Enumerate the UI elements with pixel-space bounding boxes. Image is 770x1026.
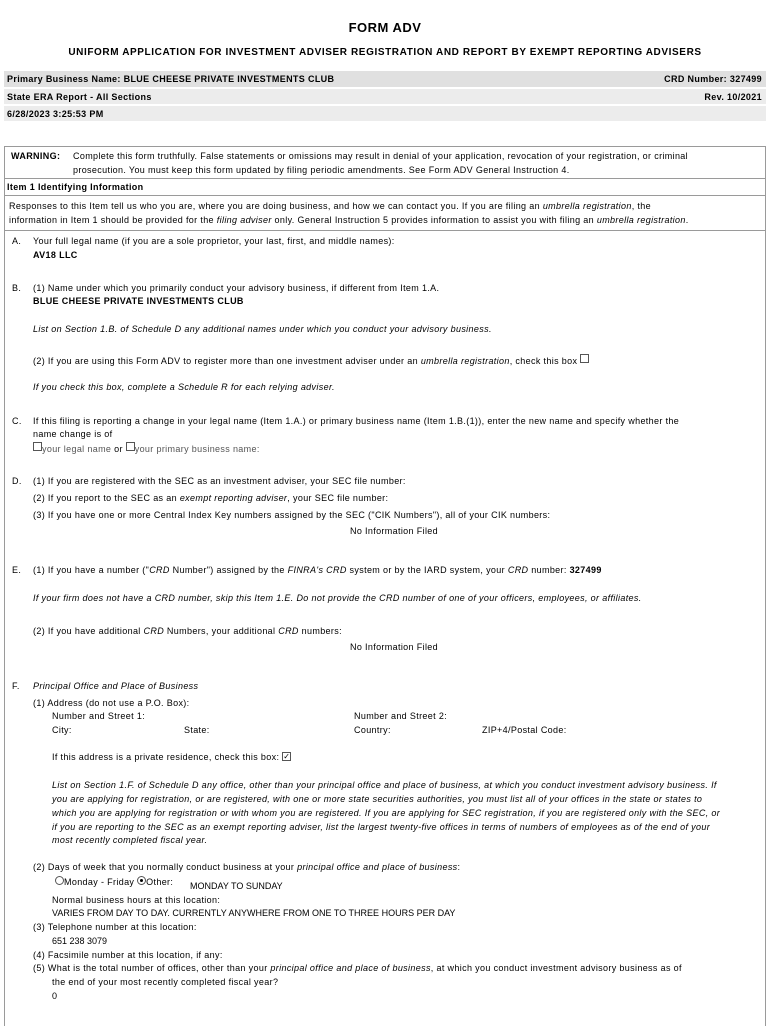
timestamp: 6/28/2023 3:25:53 PM bbox=[7, 109, 104, 119]
warning-text-2: prosecution. You must keep this form updated by filing periodic amendments. See Form ADV General Instruction 4. bbox=[73, 165, 570, 175]
monday-friday-radio[interactable] bbox=[55, 876, 64, 885]
item-d2-question: (2) If you report to the SEC as an exempt reporting adviser, your SEC file number: bbox=[33, 493, 389, 503]
monday-friday-label: Monday - Friday bbox=[64, 877, 135, 887]
legal-name-value: AV18 LLC bbox=[33, 250, 78, 260]
state-label: State: bbox=[184, 725, 210, 735]
name-change-options: your legal name or your primary business name: bbox=[33, 442, 260, 454]
street2-label: Number and Street 2: bbox=[354, 711, 448, 721]
item-f-title: Principal Office and Place of Business bbox=[33, 681, 199, 691]
item-e1-question: (1) If you have a number ("CRD Number") assigned by the FINRA's CRD system or by the IARD system, your CRD number: 327499 bbox=[33, 565, 602, 575]
legal-name-checkbox[interactable] bbox=[33, 442, 42, 451]
header-band-3 bbox=[4, 106, 766, 121]
item-e-letter: E. bbox=[12, 565, 22, 575]
address-label: (1) Address (do not use a P.O. Box): bbox=[33, 698, 190, 708]
offices-question-2: the end of your most recently completed fiscal year? bbox=[52, 977, 279, 987]
business-name-value: BLUE CHEESE PRIVATE INVESTMENTS CLUB bbox=[33, 296, 244, 306]
item-d3-question: (3) If you have one or more Central Index Key numbers assigned by the SEC ("CIK Numbers"), all of your CIK numbers: bbox=[33, 510, 551, 520]
crd-number: CRD Number: 327499 bbox=[664, 74, 762, 84]
item-f-note-1: List on Section 1.F. of Schedule D any office, other than your principal office and place of business, at which you conduct investment advisory business. If bbox=[52, 780, 717, 790]
item-f-note-3: which you are applying for registration or with whom you are registered. If you are applying for SEC registration, if you are registered only with the SEC, or bbox=[52, 808, 721, 818]
phone-label: (3) Telephone number at this location: bbox=[33, 922, 197, 932]
umbrella-checkbox[interactable] bbox=[580, 354, 589, 363]
item-d1-question: (1) If you are registered with the SEC as an investment adviser, your SEC file number: bbox=[33, 476, 406, 486]
item-a-question: Your full legal name (if you are a sole proprietor, your last, first, and middle names): bbox=[33, 236, 395, 246]
revision: Rev. 10/2021 bbox=[704, 92, 762, 102]
country-label: Country: bbox=[354, 725, 391, 735]
days-options bbox=[55, 876, 173, 887]
offices-value: 0 bbox=[52, 991, 58, 1001]
item-b-letter: B. bbox=[12, 283, 22, 293]
report-type: State ERA Report - All Sections bbox=[7, 92, 152, 102]
divider bbox=[4, 230, 766, 231]
form-body bbox=[4, 146, 766, 1026]
private-residence-checkbox[interactable]: ✓ bbox=[283, 752, 291, 761]
private-residence-question: If this address is a private residence, check this box: ✓ bbox=[52, 752, 291, 762]
zip-label: ZIP+4/Postal Code: bbox=[482, 725, 567, 735]
other-days-radio[interactable] bbox=[137, 876, 146, 885]
item-f-note-2: you are applying for registration, or are registered, with one or more state securities authorities, you must list all of your offices in the state or states to bbox=[52, 794, 703, 804]
item-f-letter: F. bbox=[12, 681, 20, 691]
city-label: City: bbox=[52, 725, 72, 735]
item-f-note-5: most recently completed fiscal year. bbox=[52, 835, 208, 845]
divider bbox=[4, 195, 766, 196]
business-name-checkbox[interactable] bbox=[126, 442, 135, 451]
item-b2-question: (2) If you are using this Form ADV to register more than one investment adviser under an umbrella registration, check this box bbox=[33, 354, 589, 366]
business-name-option: your primary business name: bbox=[134, 444, 260, 454]
item-f-note-4: if you are reporting to the SEC as an exempt reporting adviser, list the largest twenty-five offices in terms of numbers of employees as of the end of your bbox=[52, 822, 711, 832]
phone-value: 651 238 3079 bbox=[52, 936, 108, 946]
item1-intro-line-1: Responses to this Item tell us who you are, where you are doing business, and how we can contact you. If you are filing an umbrella registration, the bbox=[9, 201, 651, 211]
item-a-letter: A. bbox=[12, 236, 22, 246]
other-days-label: Other: bbox=[146, 877, 174, 887]
warning-text-1: Complete this form truthfully. False statements or omissions may result in denial of your application, revocation of your registration, or criminal bbox=[73, 151, 689, 161]
item-b1-question: (1) Name under which you primarily conduct your advisory business, if different from Item 1.A. bbox=[33, 283, 440, 293]
days-question: (2) Days of week that you normally conduct business at your principal office and place of business: bbox=[33, 862, 461, 872]
cik-no-info: No Information Filed bbox=[349, 526, 439, 536]
warning-label: WARNING: bbox=[11, 151, 61, 161]
item1-heading: Item 1 Identifying Information bbox=[7, 182, 144, 192]
legal-name-option: your legal name bbox=[42, 444, 112, 454]
item1-intro-line-2: information in Item 1 should be provided for the filing adviser only. General Instruction 5 provides information to assist you with filing an umbrella registration. bbox=[9, 215, 689, 225]
street1-label: Number and Street 1: bbox=[52, 711, 146, 721]
crd-value: 327499 bbox=[569, 565, 602, 575]
item-e2-question: (2) If you have additional CRD Numbers, your additional CRD numbers: bbox=[33, 626, 342, 636]
item-b2-note: If you check this box, complete a Schedule R for each relying adviser. bbox=[33, 382, 335, 392]
divider bbox=[4, 178, 766, 179]
item-c-question-1: If this filing is reporting a change in your legal name (Item 1.A.) or primary business name (Item 1.B.(1)), enter the new name and specify whether the bbox=[33, 416, 680, 426]
item-d-letter: D. bbox=[12, 476, 22, 486]
form-title: FORM ADV bbox=[348, 20, 422, 35]
form-subtitle: UNIFORM APPLICATION FOR INVESTMENT ADVISER REGISTRATION AND REPORT BY EXEMPT REPORTING ADVISERS bbox=[68, 47, 702, 58]
offices-question: (5) What is the total number of offices, other than your principal office and place of business, at which you conduct investment advisory business as of bbox=[33, 963, 682, 973]
business-name: Primary Business Name: BLUE CHEESE PRIVATE INVESTMENTS CLUB bbox=[7, 74, 335, 84]
item-e-note: If your firm does not have a CRD number, skip this Item 1.E. Do not provide the CRD number of one of your officers, employees, or affiliates. bbox=[33, 593, 642, 603]
item-c-letter: C. bbox=[12, 416, 22, 426]
fax-label: (4) Facsimile number at this location, if any: bbox=[33, 950, 223, 960]
item-b1-note: List on Section 1.B. of Schedule D any additional names under which you conduct your advisory business. bbox=[33, 324, 492, 334]
item-c-question-2: name change is of bbox=[33, 429, 113, 439]
other-days-value: MONDAY TO SUNDAY bbox=[190, 881, 283, 891]
hours-value: VARIES FROM DAY TO DAY. CURRENTLY ANYWHERE FROM ONE TO THREE HOURS PER DAY bbox=[52, 908, 456, 918]
hours-label: Normal business hours at this location: bbox=[52, 895, 221, 905]
crd-no-info: No Information Filed bbox=[349, 642, 439, 652]
